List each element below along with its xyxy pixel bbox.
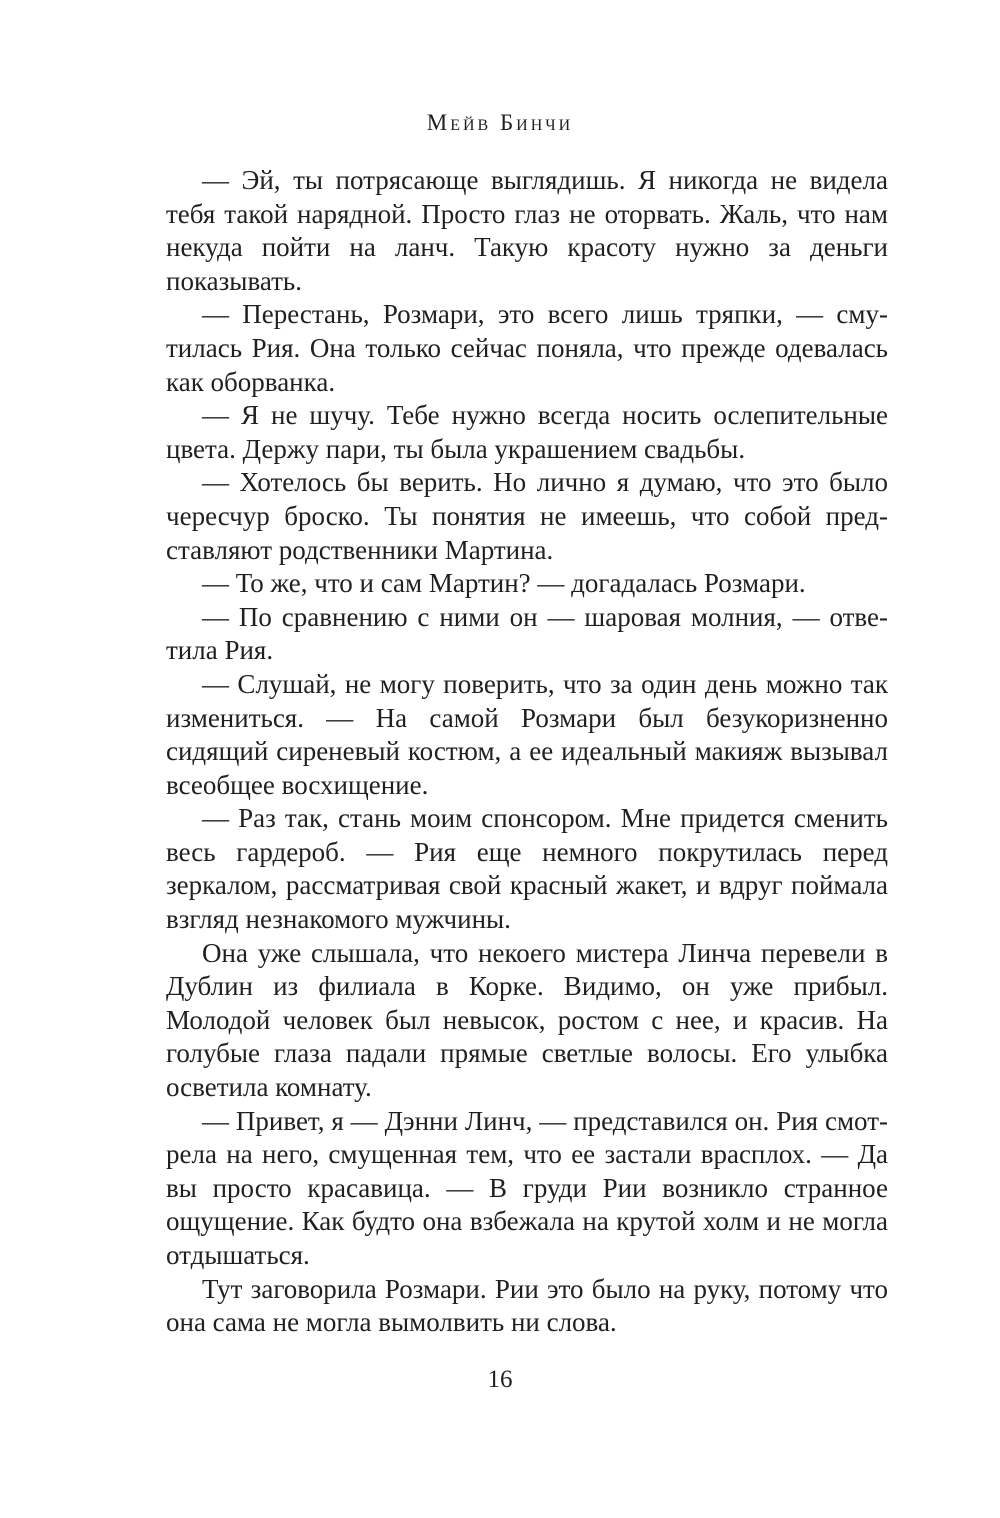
paragraph: Тут заговорила Розмари. Рии это было на руку, потому что она сама не могла вымолвить ни слова. <box>166 1273 888 1338</box>
paragraph: — По сравнению с ними он — шаровая молния, — ответила Рия. <box>166 601 888 666</box>
paragraph: Она уже слышала, что некоего мистера Линча перевели в Дублин из филиала в Корке. Видимо, он уже прибыл. Молодой человек был невысок, ростом с нее, и красив. На голубые глаза падали прямые светлые волосы. Его улыбка осветила комнату. <box>166 937 888 1103</box>
paragraph: — Перестань, Розмари, это всего лишь тряпки, — смутилась Рия. Она только сейчас поняла, что прежде одевалась как оборванка. <box>166 299 888 397</box>
paragraph: — Привет, я — Дэнни Линч, — представился он. Рия смотрела на него, смущенная тем, что ее застали врасплох. — Да вы просто красавица. — В груди Рии возникло странное ощущение. Как будто она взбежала на крутой холм и не могла отдышаться. <box>166 1105 888 1270</box>
paragraph: — Хотелось бы верить. Но лично я думаю, что это было чересчур броско. Ты понятия не имеешь, что собой представляют родственники Мартина. <box>166 467 888 565</box>
paragraph: — То же, что и сам Мартин? — догадалась Розмари. <box>202 568 806 599</box>
paragraph: — Слушай, не могу поверить, что за один день можно так измениться. — На самой Розмари был безукоризненно сидящий сиреневый костюм, а ее идеальный макияж вызывал всеобщее восхищение. <box>166 668 888 800</box>
running-head-author: Мейв Бинчи <box>426 110 574 135</box>
paragraph: — Я не шучу. Тебе нужно всегда носить ослепительные цвета. Держу пари, ты была украшением свадьбы. <box>166 400 888 464</box>
paragraph: — Эй, ты потрясающе выглядишь. Я никогда не видела тебя такой нарядной. Просто глаз не оторвать. Жаль, что нам некуда пойти на ланч. Такую красоту нужно за деньги показывать. <box>166 165 888 296</box>
body-text <box>166 164 888 1340</box>
paragraph: — Раз так, стань моим спонсором. Мне придется сменить весь гардероб. — Рия еще немного покрутилась перед зеркалом, рассматривая свой красный жакет, и вдруг поймала взгляд незнакомого мужчины. <box>166 803 888 935</box>
page-number: 16 <box>487 1366 513 1393</box>
